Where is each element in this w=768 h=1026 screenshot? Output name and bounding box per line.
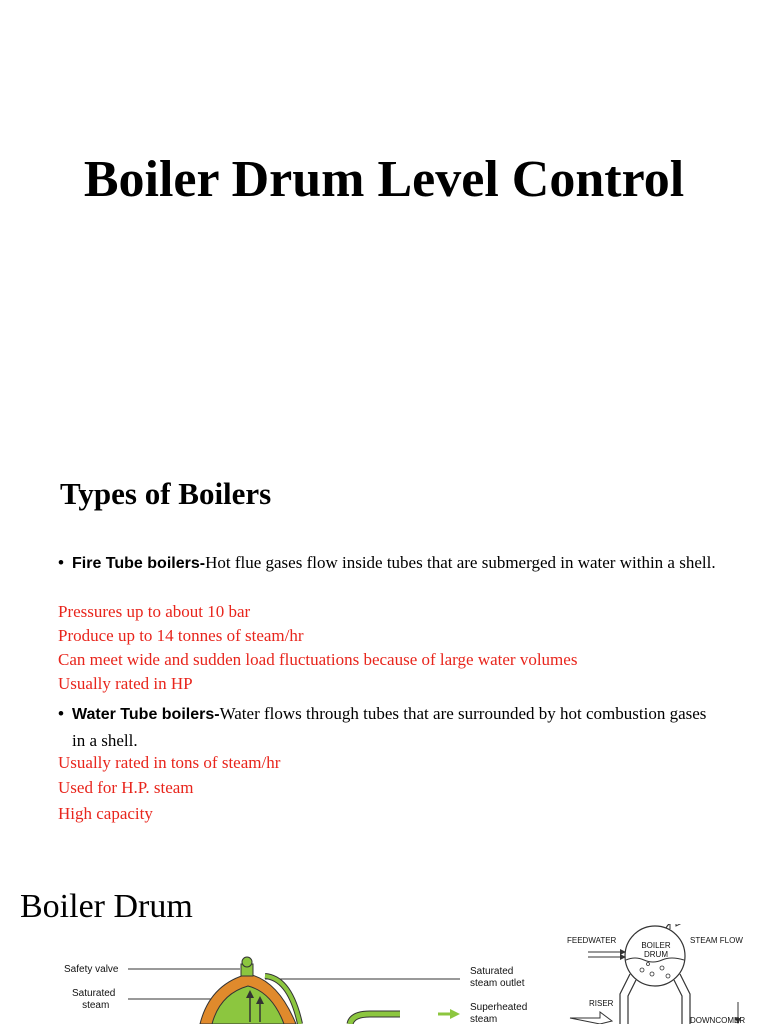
water-tube-description: Water flows through tubes that are surrounded by hot combustion gases in a shell. — [72, 704, 707, 750]
slide-boiler-drum — [0, 870, 768, 1024]
slide-types-of-boilers — [0, 440, 768, 870]
fire-tube-point: Usually rated in HP — [58, 674, 193, 693]
bullet-icon: • — [58, 553, 64, 572]
fire-tube-point: Pressures up to about 10 bar — [58, 602, 251, 621]
bullet-fire-tube — [58, 552, 718, 575]
water-tube-point: High capacity — [58, 804, 153, 823]
label-downcomer: DOWNCOMER — [690, 1016, 746, 1025]
label-boiler-drum: BOILER DRUM — [641, 941, 671, 959]
fire-tube-point: Can meet wide and sudden load fluctuations because of large water volumes — [58, 650, 578, 669]
water-tube-point: Usually rated in tons of steam/hr — [58, 753, 281, 772]
fire-tube-term: Fire Tube boilers- — [72, 555, 206, 572]
water-tube-term: Water Tube boilers- — [72, 706, 220, 723]
label-saturated-steam: Saturated steam — [72, 988, 116, 1011]
page-title: Boiler Drum Level Control — [83, 151, 685, 208]
bullet-icon: • — [58, 704, 64, 723]
label-safety-valve: Safety valve — [64, 964, 119, 975]
fire-tube-point: Produce up to 14 tonnes of steam/hr — [58, 626, 304, 645]
slide-title — [0, 0, 768, 440]
label-riser: RISER — [589, 999, 614, 1008]
label-steam-outlet: Saturated steam outlet — [470, 966, 525, 989]
slide-title-boiler-drum: Boiler Drum — [20, 888, 193, 925]
fire-tube-description: Hot flue gases flow inside tubes that are submerged in water within a shell. — [205, 553, 716, 572]
label-steam-flow: STEAM FLOW — [690, 936, 743, 945]
label-feedwater: FEEDWATER — [567, 936, 617, 945]
label-superheated-steam: Superheated steam — [470, 1002, 528, 1025]
drum-cutaway-drawing — [60, 934, 520, 1024]
water-tube-point: Used for H.P. steam — [58, 778, 194, 797]
section-heading: Types of Boilers — [60, 476, 272, 511]
bullet-water-tube — [58, 701, 718, 754]
